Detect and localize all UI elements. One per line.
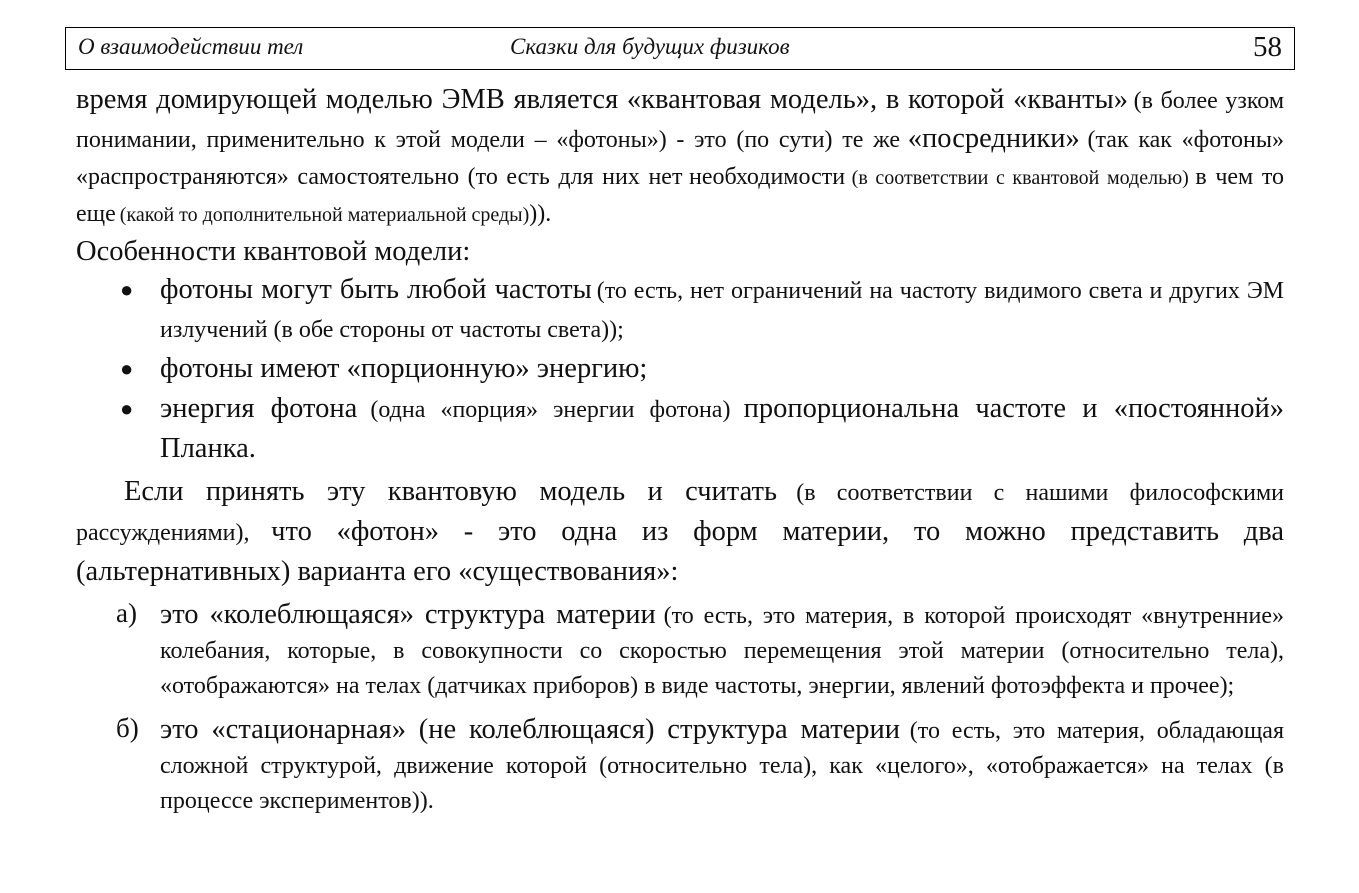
page-number: 58 [1253, 31, 1282, 63]
text-run: это «колеблющаяся» структура материи [160, 599, 656, 630]
page-header [65, 27, 1295, 70]
header-book-title: Сказки для будущих физиков [510, 34, 790, 59]
text-run: время домирующей моделью ЭМВ является «квантовая модель», в которой «кванты» [76, 84, 1129, 115]
text-run: что «фотон» - это одна из форм материи, то можно представить два (альтернативных) варианта его «существования»: [76, 516, 1285, 587]
list-item [76, 272, 1284, 351]
text-run: необходимости [689, 164, 846, 190]
text-run: в чем то еще [76, 164, 1285, 227]
text-run: (то есть, нет ограничений на частоту видимого света и других ЭМ излучений (в обе стороны от частоты света)); [160, 278, 1284, 343]
list-item [76, 391, 1284, 471]
list-item [76, 598, 1284, 705]
paragraph-quantum-model [76, 82, 1284, 234]
text-run: «посредники» [907, 123, 1080, 154]
text-run: (одна «порция» энергии фотона) [370, 397, 731, 423]
text-run: )). [529, 201, 552, 227]
text-run: фотоны могут быть любой частоты [160, 274, 592, 305]
features-list [76, 272, 1284, 471]
text-run: (в более узком понимании, применительно к этой модели – «фотоны») - это (по сути) те же [76, 88, 1285, 153]
text-run: Если принять эту квантовую модель и считать [124, 476, 777, 507]
section-heading: Особенности квантовой модели: [76, 236, 471, 267]
text-run: (в соответствии с квантовой моделью) [851, 167, 1189, 189]
text-run: энергия фотона [160, 393, 358, 424]
bullet-icon: ● [120, 396, 134, 421]
list-marker: а) [116, 598, 137, 628]
bullet-icon: ● [120, 277, 134, 302]
list-marker: б) [116, 713, 139, 743]
list-item [76, 713, 1284, 820]
header-chapter-title: О взаимодействии тел [78, 34, 304, 59]
variants-list [76, 598, 1284, 820]
text-run: (какой то дополнительной материальной среды) [119, 204, 530, 226]
text-run: пропорциональна частоте и «постоянной» Планка. [160, 393, 1284, 464]
text-run: (в соответствии с нашими философскими рассуждениями), [76, 480, 1285, 546]
paragraph-photon-forms [76, 474, 1284, 594]
text-run: это «стационарная» (не колеблющаяся) структура материи [160, 714, 901, 745]
list-item [76, 351, 1284, 391]
page-body [76, 82, 1284, 820]
text-run: (то есть, это материя, в которой происходят «внутренние» колебания, которые, в совокупности со скоростью перемещения этой материи (относительно тела), «отображаются» на телах (датчиках приборов) в виде частоты, энергии, явлений фотоэффекта и прочее); [160, 603, 1284, 699]
bullet-icon: ● [120, 356, 134, 381]
text-run: (так как «фотоны» «распространяются» самостоятельно (то есть для них нет [76, 127, 1285, 190]
text-run: (то есть, это материя, обладающая сложной структурой, движение которой (относительно тела), как «целого», «отображается» на телах (в процессе экспериментов)). [160, 718, 1284, 814]
text-run: фотоны имеют «порционную» энергию; [160, 353, 648, 384]
